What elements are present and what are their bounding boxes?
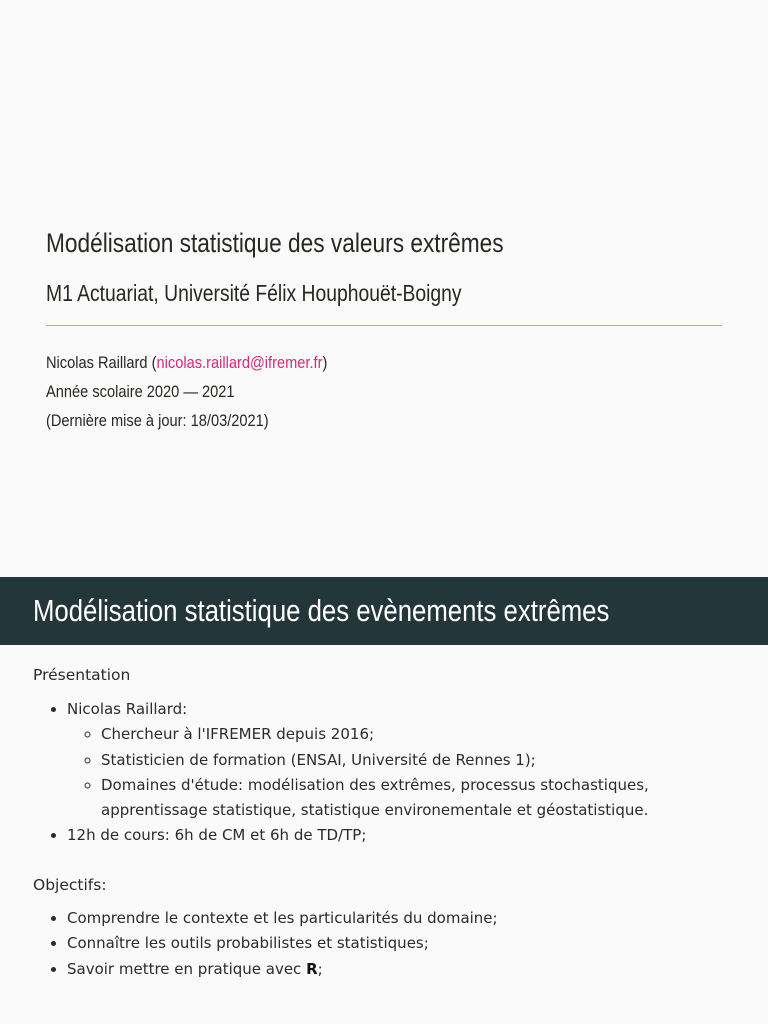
presentation-title: Modélisation statistique des valeurs extrêmes bbox=[46, 228, 504, 258]
slide-header-bar bbox=[0, 577, 768, 645]
list-item bbox=[67, 697, 661, 823]
school-year: Année scolaire 2020 — 2021 bbox=[46, 382, 235, 401]
sub-list-item: ◦ Domaines d'étude: modélisation des extrêmes, processus stochastiques, apprentissage statistique, statistique environementale et géostatistique. bbox=[101, 773, 661, 824]
list-item-text: ; bbox=[317, 959, 323, 978]
author-line bbox=[46, 348, 327, 377]
sub-list bbox=[67, 722, 661, 823]
presentation-subtitle: M1 Actuariat, Université Félix Houphouët-Boigny bbox=[46, 280, 462, 306]
author-open-paren: ( bbox=[151, 353, 157, 372]
author-info bbox=[46, 348, 327, 435]
list-item-label: Nicolas Raillard: bbox=[67, 700, 188, 718]
list-item: • Comprendre le contexte et les particularités du domaine; bbox=[67, 906, 498, 931]
presentation-heading: Présentation bbox=[33, 666, 131, 684]
r-language-name: R bbox=[306, 959, 318, 978]
sub-list-item: ◦ Statisticien de formation (ENSAI, Université de Rennes 1); bbox=[101, 748, 661, 773]
objectifs-heading: Objectifs: bbox=[33, 876, 107, 894]
list-item-text: Savoir mettre en pratique avec bbox=[67, 959, 307, 978]
slide-content bbox=[0, 645, 768, 1024]
sub-list-item: ◦ Chercheur à l'IFREMER depuis 2016; bbox=[101, 722, 661, 747]
list-item: • Connaître les outils probabilistes et statistiques; bbox=[67, 931, 498, 956]
last-update: (Dernière mise à jour: 18/03/2021) bbox=[46, 411, 269, 430]
list-item: • 12h de cours: 6h de CM et 6h de TD/TP; bbox=[67, 823, 661, 848]
author-name: Nicolas Raillard bbox=[46, 353, 148, 372]
objectifs-list bbox=[33, 906, 498, 982]
slide-header-title: Modélisation statistique des evènements extrêmes bbox=[33, 593, 610, 628]
author-close-paren: ) bbox=[322, 353, 328, 372]
list-item bbox=[67, 957, 498, 982]
title-divider bbox=[46, 325, 722, 326]
author-email-link[interactable]: nicolas.raillard@ifremer.fr bbox=[156, 353, 323, 372]
presentation-list bbox=[33, 697, 661, 849]
